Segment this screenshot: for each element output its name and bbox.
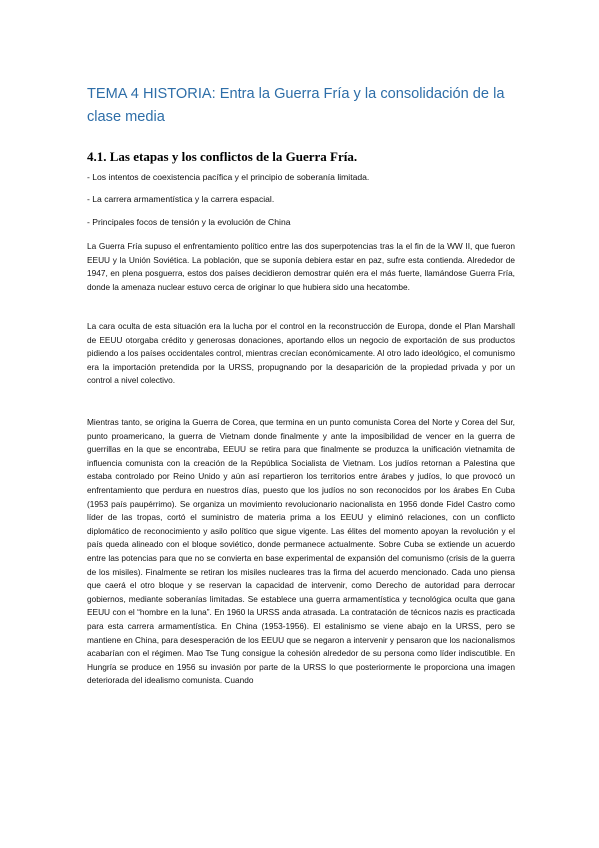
section-heading: 4.1. Las etapas y los conflictos de la Guerra Fría. xyxy=(87,149,358,164)
document-title: TEMA 4 HISTORIA: Entra la Guerra Fría y la consolidación de la clase media xyxy=(87,86,505,125)
body-paragraph: La cara oculta de esta situación era la lucha por el control en la reconstrucción de Europa, donde el Plan Marshall de EEUU otorgaba crédito y generosas donaciones, aportando ellos un negocio de exportación de sus productos pidiendo a los países occidentales control, mientras crecían económicamente. Al otro lado ideológico, el comunismo era la importación pretendida por la URSS, propugnando por la desaparición de la propiedad privada y por un control a nivel colectivo. xyxy=(87,321,515,386)
topic-item: - Los intentos de coexistencia pacífica y el principio de soberanía limitada. xyxy=(87,172,370,182)
body-paragraph: La Guerra Fría supuso el enfrentamiento político entre las dos superpotencias tras la el fin de la WW II, que fueron EEUU y la Unión Soviética. La población, que se suponía debiera estar en paz, sufre esta contienda. Alrededor de 1947, en plena posguerra, estos dos países decidieron demostrar quién era el más fuerte, llamándose Guerra Fría, donde la amenaza nuclear estuvo cerca de originar lo que hubiera sido una hecatombe. xyxy=(87,241,515,292)
body-paragraph: Mientras tanto, se origina la Guerra de Corea, que termina en un punto comunista Corea del Norte y Corea del Sur, punto proamericano, la guerra de Vietnam donde finalmente y ante la imposibilidad de vencer en la guerra de guerrillas en la que se encontraba, EEUU se retira para que finalmente se produzca la unificación vietnamita de influencia comunista con la creación de la República Socialista de Vietnam. Los judíos retornan a Palestina que estaba controlado por Reino Unido y aún así repartieron los territorios entre árabes y judíos, lo que provocó un enfrentamiento que perdura en nuestros días, puesto que los judíos no son reconocidos por los árabes En Cuba (1953 país paupérrimo). Se organiza un movimiento revolucionario nacionalista en 1956 donde Fidel Castro como líder de las tropas, cortó el suministro de materia prima a los EEUU y eliminó relaciones, con un conflicto diplomático de reconocimiento y asilo político que sigue vigente. Las élites del momento apoyan la revolución y el país queda alineado con el bloque soviético, donde permanece actualmente. Sobre Cuba se extiende un acuerdo entre las potencias para que no se convierta en base experimental de expansión del comunismo (crisis de la guerra de los misiles). Finalmente se retiran los misiles nucleares tras la firma del acuerdo mencionado. Cada uno piensa que caerá el otro bloque y se reservan la capacidad de intervenir, como Derecho de autoridad para derrocar gobiernos, mediante soberanías limitadas. Se establece una guerra armamentística y tecnológica oculta que gana EEUU con el “hombre en la luna”. En 1960 la URSS anda atrasada. La contratación de técnicos nazis es practicada para esta carrera armamentística. En China (1953-1956). El estalinismo se viene abajo en la URSS, pero se mantiene en China, para desesperación de los EEUU que se negaron a intervenir y pensaron que los nacionalismos acabarían con el régimen. Mao Tse Tung consigue la cohesión alrededor de su persona como líder indiscutible. En Hungría se produce en 1956 su invasión por parte de la URSS lo que posteriormente le proporciona una imagen deteriorada del idealismo comunista. Cuando xyxy=(87,417,515,686)
topic-item: - Principales focos de tensión y la evolución de China xyxy=(87,217,291,227)
topic-item: - La carrera armamentística y la carrera espacial. xyxy=(87,194,275,204)
